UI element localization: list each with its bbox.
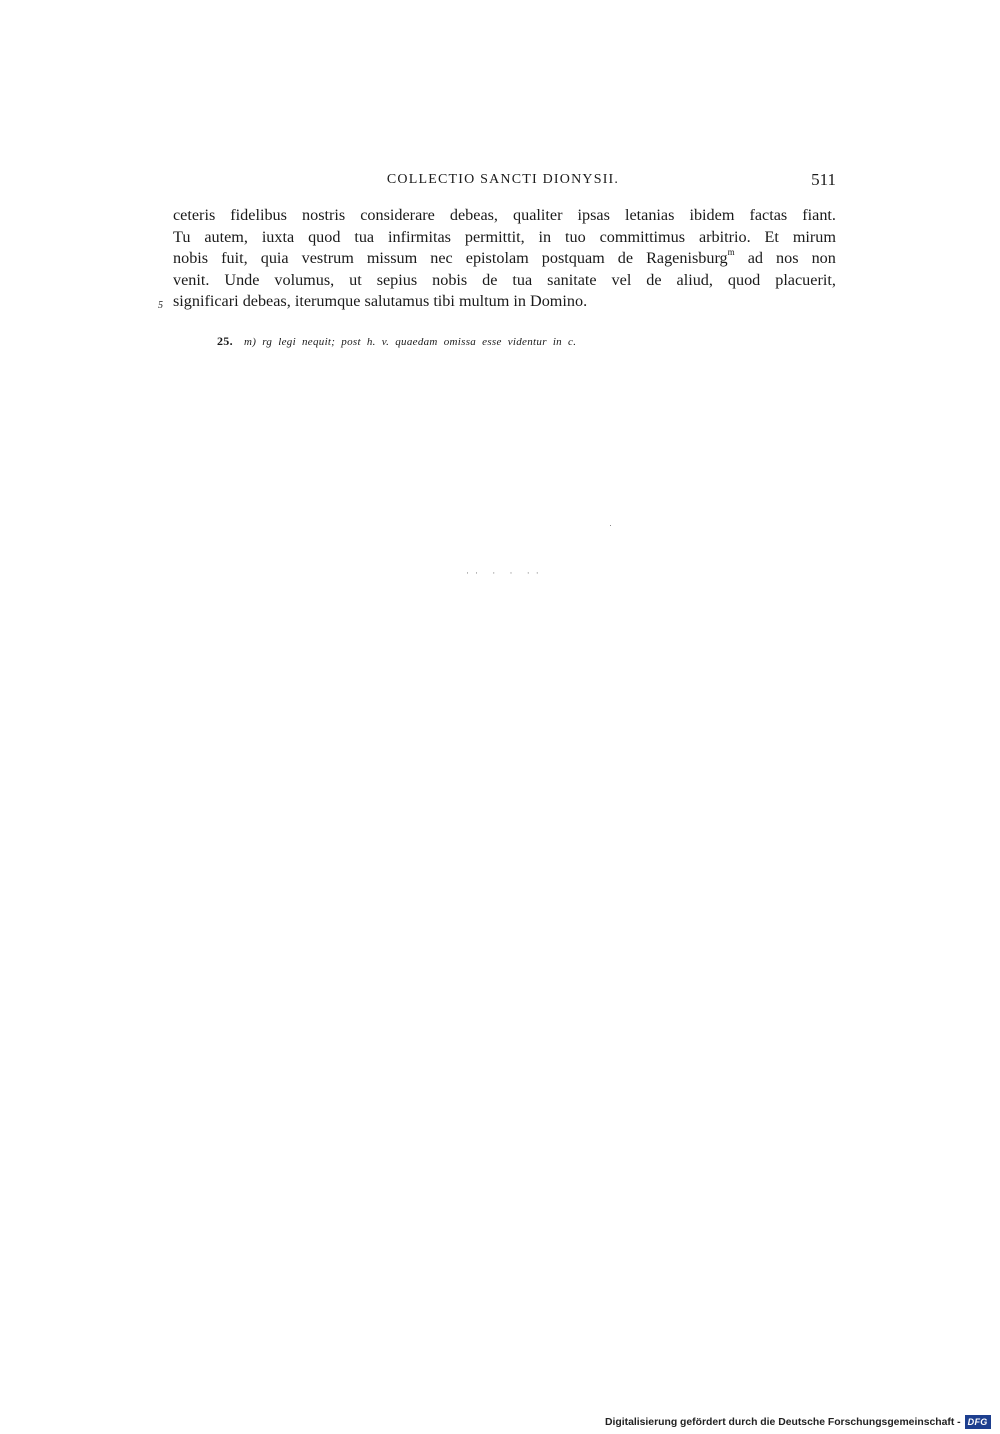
word-with-footnote	[646, 248, 735, 270]
word: de	[617, 249, 634, 268]
word: epistolam	[465, 249, 529, 268]
footnote-reference: m	[727, 247, 735, 258]
word: de	[482, 270, 498, 289]
word: permittit,	[464, 227, 525, 246]
word: nostris	[302, 206, 346, 224]
footnote-number: 25.	[217, 334, 233, 348]
word: missum	[366, 249, 418, 268]
word: salutamus	[364, 292, 430, 311]
word: quia	[260, 249, 289, 268]
word: fidelibus	[230, 206, 287, 224]
word: venit.	[173, 270, 210, 289]
scan-artifact-dots: ·· · · ··	[466, 568, 545, 578]
funding-notice	[605, 1415, 991, 1429]
word: tuo	[565, 227, 586, 246]
word: ut	[349, 270, 362, 289]
text-line-5	[158, 291, 836, 313]
word: aliud,	[676, 270, 713, 289]
word: arbitrio.	[698, 227, 751, 246]
word: autem,	[204, 227, 248, 246]
page-number: 511	[811, 170, 836, 189]
word: nobis	[432, 270, 468, 289]
word: nec	[430, 249, 453, 268]
word: factas	[749, 206, 788, 224]
page-header	[160, 170, 836, 192]
word: sanitate	[547, 270, 597, 289]
word: volumus,	[274, 270, 335, 289]
text-line-3	[173, 248, 836, 270]
word: tua	[512, 270, 533, 289]
text-line-4	[173, 270, 836, 292]
word: multum	[458, 292, 510, 311]
running-title: COLLECTIO SANCTI DIONYSII.	[386, 172, 620, 187]
word: nos	[776, 249, 799, 268]
word: considerare	[360, 206, 435, 224]
dfg-logo: DFG	[965, 1415, 991, 1429]
word: de	[646, 270, 662, 289]
word: ceteris	[173, 206, 216, 224]
scan-speck	[610, 525, 611, 526]
funding-text: Digitalisierung gefördert durch die Deutsche Forschungsgemeinschaft -	[605, 1416, 961, 1428]
word: in	[513, 292, 526, 311]
word: fuit,	[221, 249, 248, 268]
word: mirum	[792, 227, 836, 246]
word: vel	[611, 270, 632, 289]
word: ipsas	[577, 206, 610, 224]
word: Domino.	[530, 292, 588, 311]
word: ibidem	[689, 206, 735, 224]
word: placuerit,	[775, 270, 836, 289]
word: in	[538, 227, 552, 246]
text-line-2	[173, 227, 836, 249]
word: committimus	[599, 227, 686, 246]
word: iterumque	[294, 292, 361, 311]
word: quod	[727, 270, 761, 289]
word: non	[811, 249, 836, 268]
word: tibi	[433, 292, 455, 311]
word: letanias	[624, 206, 675, 224]
word: postquam	[541, 249, 605, 268]
word: Tu	[173, 227, 191, 246]
word: Unde	[224, 270, 260, 289]
word: Ragenisburg	[646, 249, 728, 268]
word: sepius	[376, 270, 418, 289]
word: debeas,	[242, 292, 291, 311]
text-line-1	[173, 205, 836, 227]
word: vestrum	[301, 249, 354, 268]
word: tua	[354, 227, 375, 246]
word: infirmitas	[388, 227, 451, 246]
main-text	[158, 205, 836, 313]
footnote-text: m) rg legi nequit; post h. v. quaedam omissa esse videntur in c.	[243, 336, 577, 348]
word: ad	[747, 249, 763, 268]
line-number-marker: 5	[158, 300, 163, 312]
word: iuxta	[261, 227, 295, 246]
word: nobis	[173, 249, 209, 268]
word: debeas,	[449, 206, 498, 224]
word: quod	[308, 227, 341, 246]
word: significari	[173, 292, 239, 311]
word: qualiter	[513, 206, 563, 224]
footnote	[217, 334, 576, 349]
word: fiant.	[802, 206, 836, 224]
word: Et	[764, 227, 779, 246]
